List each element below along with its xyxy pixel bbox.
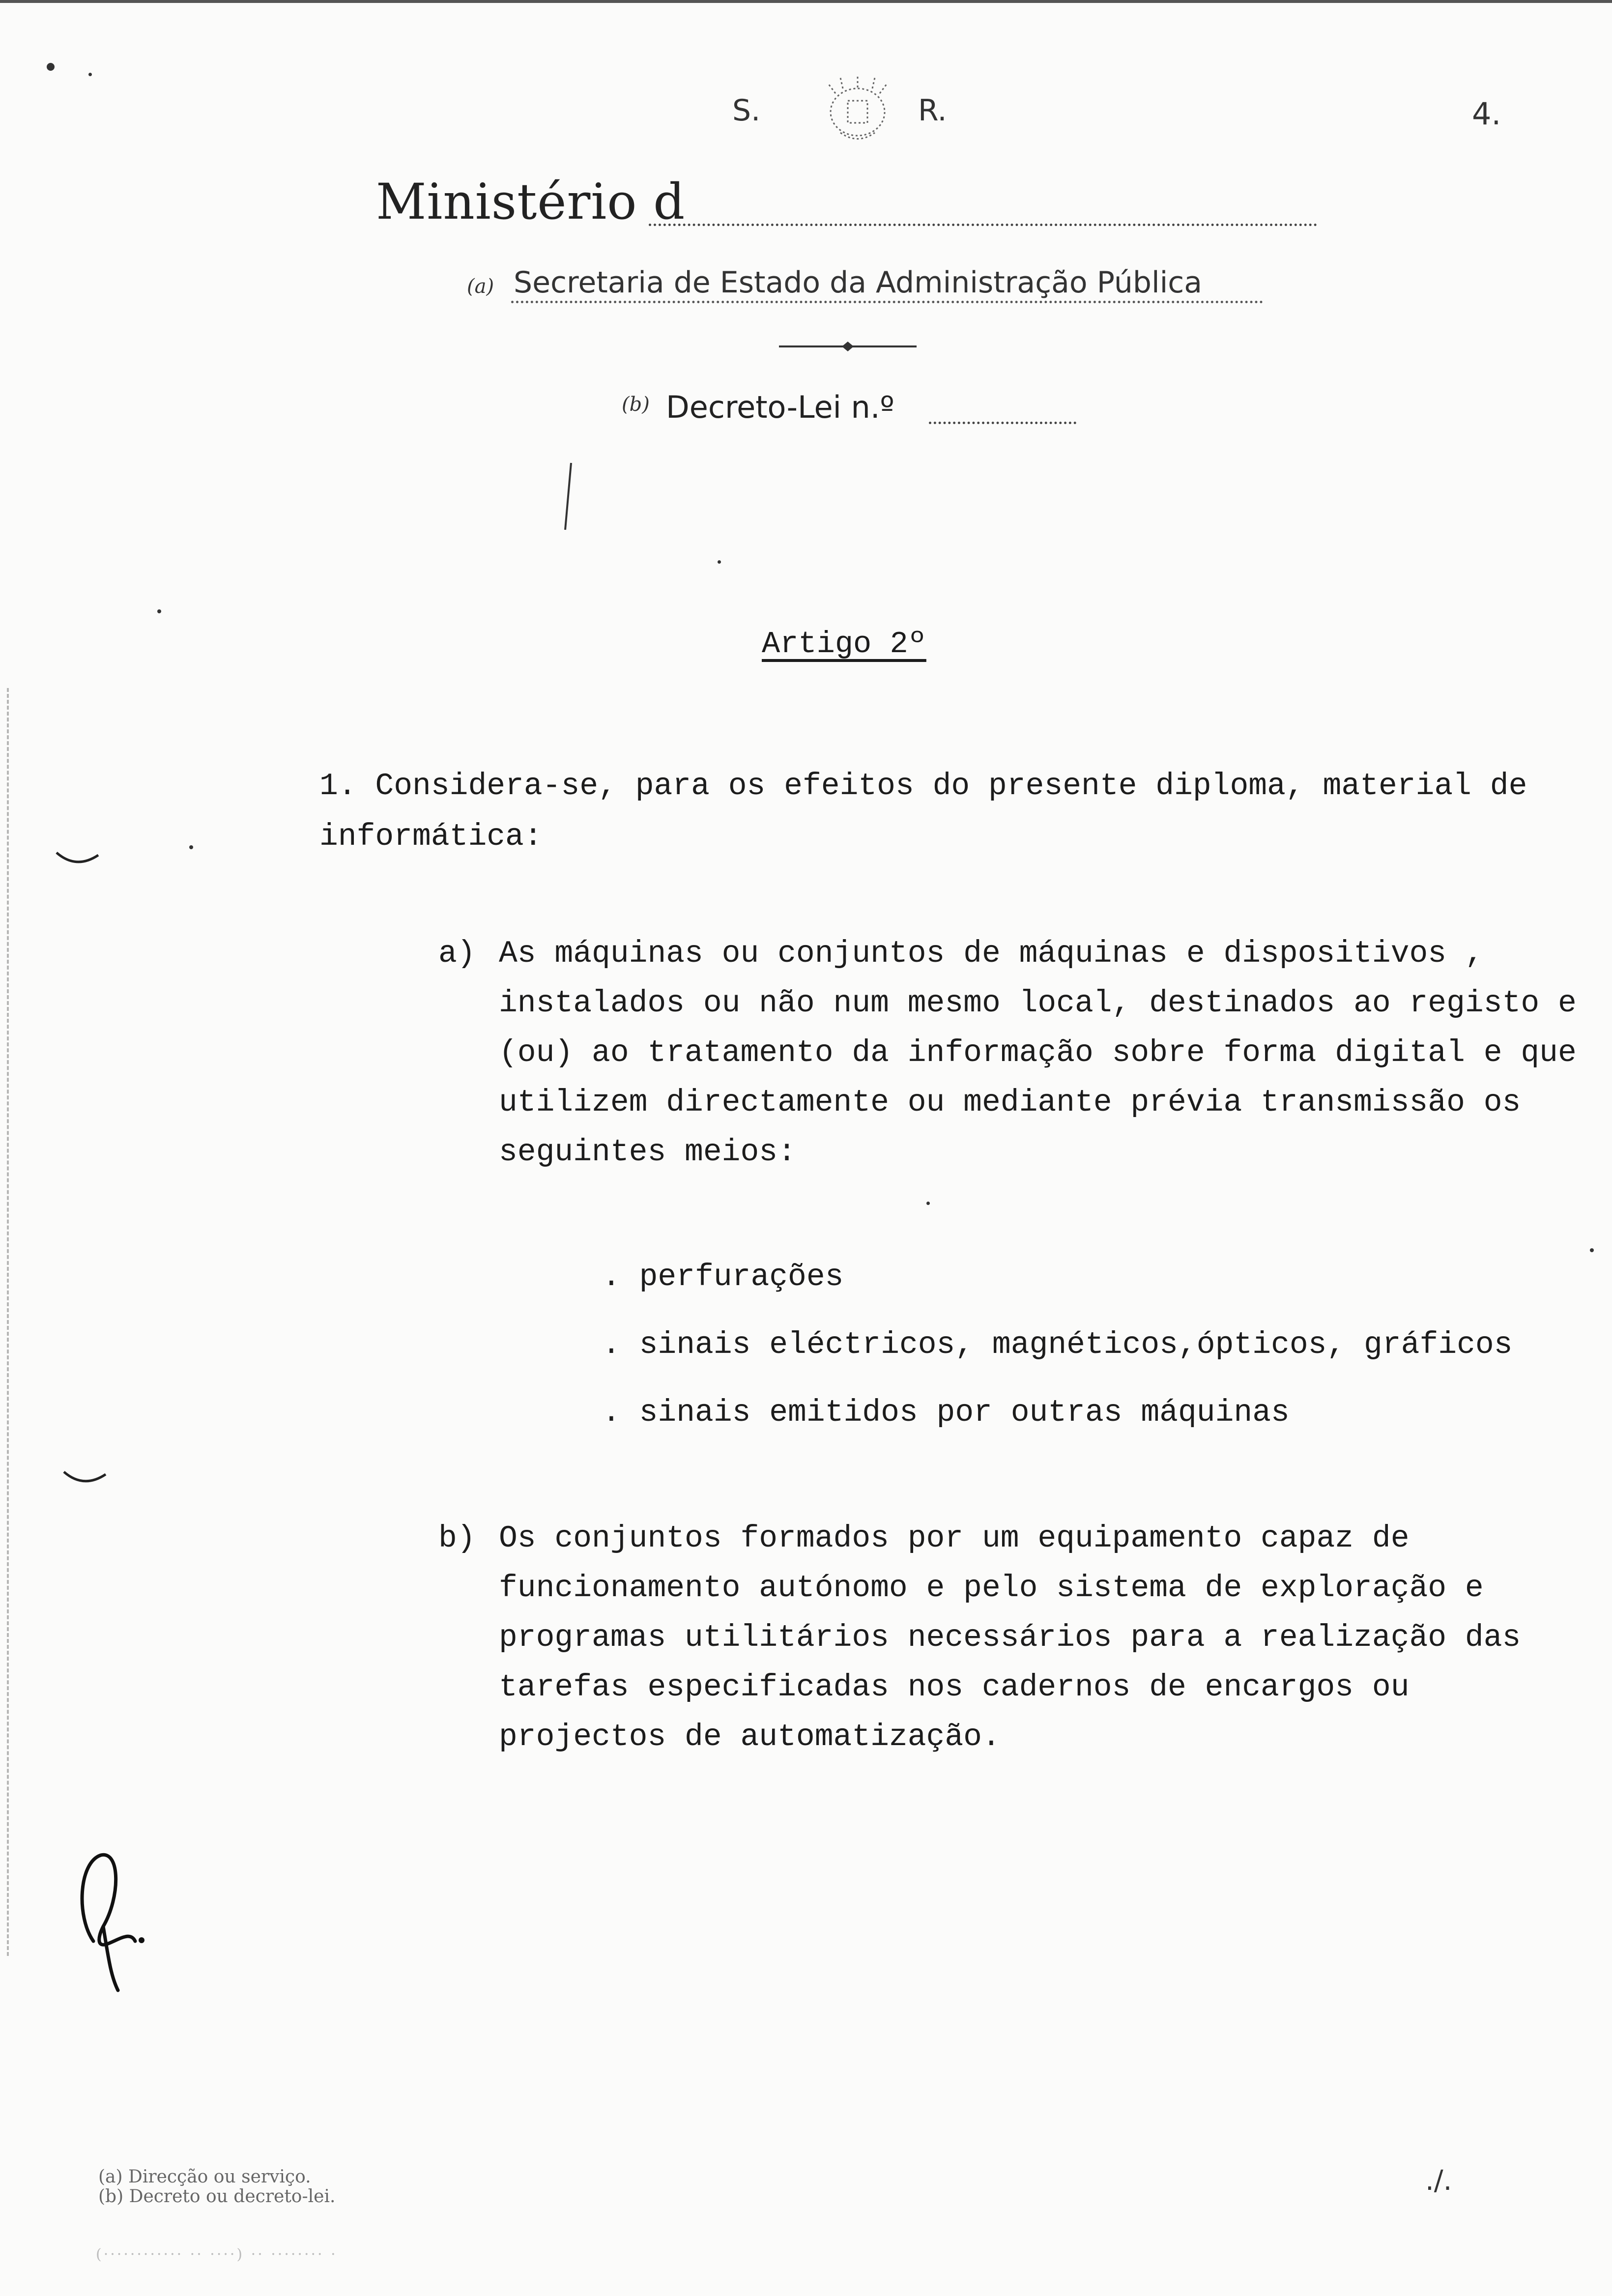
item-b [438, 1514, 1585, 1762]
left-margin-scan-artifact [7, 688, 11, 1956]
scan-speck [189, 845, 193, 849]
item-b-text: Os conjuntos formados por um equipamento capaz de funcionamento autónomo e pelo sistema de exploração e programas utilitários necessários para a realização das tarefas especificadas nos cadernos de encargos ou projectos de automatização. [499, 1521, 1521, 1754]
paragraph-1: 1. Considera-se, para os efeitos do presente diploma, material de informática: [319, 769, 1527, 854]
ministerio-heading: Ministério d [376, 173, 686, 230]
scan-speck [157, 609, 161, 613]
footnote-a: (a) Direcção ou serviço. [98, 2167, 311, 2187]
ministerio-fill-line [649, 224, 1317, 226]
item-a-marker: a) [438, 936, 476, 971]
bullet-item-sinais-emitidos: . sinais emitidos por outras máquinas [602, 1395, 1290, 1430]
scan-speck [718, 560, 721, 564]
scan-speck [88, 73, 92, 76]
faded-printer-line: (············ ·· ····) ·· ········ · [96, 2246, 338, 2263]
secretaria-line: Secretaria de Estado da Administração Pública [514, 265, 1203, 300]
scan-speck [926, 1202, 930, 1205]
margin-hook-mark [54, 848, 101, 867]
footnote-b: (b) Decreto ou decreto-lei. [98, 2186, 336, 2207]
article-title: Artigo 2º [762, 627, 926, 661]
footnotes [98, 2167, 335, 2207]
header-initial-r: R. [918, 93, 947, 128]
decreto-label: Decreto-Lei n.º [666, 389, 894, 425]
item-a-text: As máquinas ou conjuntos de máquinas e dispositivos , instalados ou não num mesmo local, destinados ao registo e (ou) ao tratamento da informação sobre forma digital e que utilizem directamente ou mediante prévia transmissão os seguintes meios: [499, 936, 1577, 1170]
page-number: 4. [1472, 96, 1501, 132]
coat-of-arms-icon [813, 74, 902, 147]
handwritten-initials-signature [74, 1843, 152, 1995]
handwritten-stroke-mark [560, 462, 575, 531]
footnote-marker-a: (a) [467, 275, 494, 298]
secretaria-dotted-line [511, 301, 1263, 303]
divider-ornament [774, 337, 921, 356]
margin-hook-mark [61, 1467, 108, 1487]
bullet-list [602, 1243, 1513, 1447]
item-b-marker: b) [438, 1521, 476, 1556]
scan-speck [1590, 1248, 1594, 1252]
item-a [438, 929, 1585, 1177]
bullet-item-sinais-electricos: . sinais eléctricos, magnéticos,ópticos, gráficos [602, 1327, 1513, 1362]
continuation-mark: ./. [1425, 2165, 1452, 2197]
decreto-number-line [929, 422, 1076, 424]
footnote-marker-b: (b) [622, 393, 650, 416]
header-initial-s: S. [732, 93, 761, 128]
page-top-border [0, 0, 1612, 3]
scan-speck [47, 63, 55, 71]
bullet-item-perfuracoes: . perfurações [602, 1260, 844, 1294]
